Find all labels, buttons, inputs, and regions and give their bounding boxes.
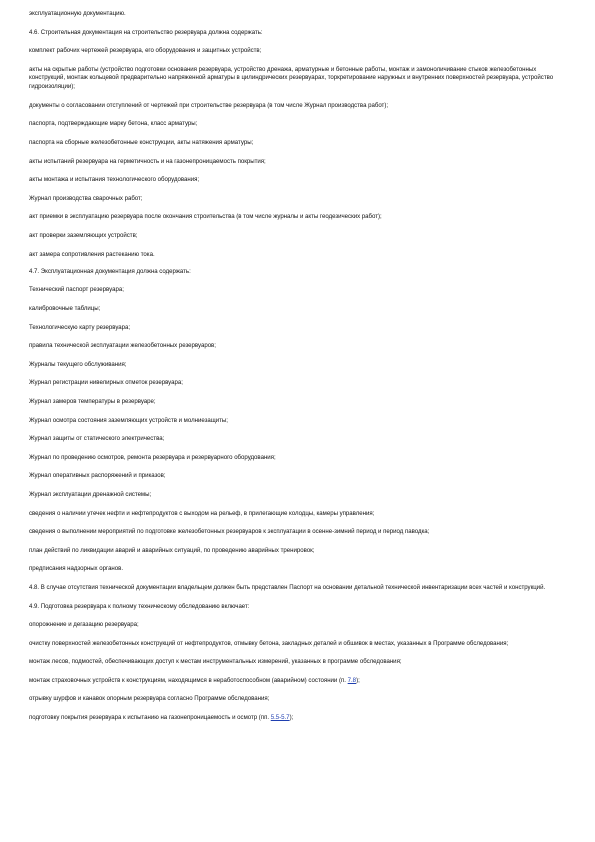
reference-link-7-8[interactable]: 7.8	[347, 676, 357, 684]
list-item-process-map: Технологическую карту резервуара;	[29, 323, 131, 331]
list-item-static-journal: Журнал защиты от статического электричества;	[29, 435, 165, 443]
list-item-seasonal-preparation: сведения о выполнении мероприятий по подготовке железобетонных резервуаров к эксплуатации в осенне-зимний период и период паводка;	[29, 528, 430, 536]
list-item-leak-records: сведения о наличии утечек нефти и нефтепродуктов с выходом на рельеф, в прилегающие колодцы, камеры управления;	[29, 509, 375, 517]
list-item-technical-passport: Технический паспорт резервуара;	[29, 286, 124, 294]
list-item-roof-preparation	[29, 714, 565, 723]
paragraph-section-4-9: 4.9. Подготовка резервуара к полному техническому обследованию включает:	[29, 602, 250, 610]
roof-preparation-text-end: );	[289, 714, 294, 722]
list-item-grounding-check-act: акт проверки заземляющих устройств;	[29, 231, 138, 239]
list-item-safety-devices	[29, 677, 565, 686]
list-item-resistance-act: акт замера сопротивления растеканию тока.	[29, 250, 155, 258]
document-body	[29, 10, 565, 733]
list-item-emergency-plan: план действий по ликвидации аварий и аварийных ситуаций, по проведению аварийных тренировок;	[29, 546, 315, 554]
list-item-scaffolding: монтаж лесов, подмостей, обеспечивающих доступ к местам инструментальных измерений, указанных в программе обследования;	[29, 658, 402, 666]
list-item-welding-journal: Журнал производства сварочных работ;	[29, 194, 143, 202]
list-item-operation-rules: правила технической эксплуатации железобетонных резервуаров;	[29, 342, 216, 350]
list-item-calibration-tables: калибровочные таблицы;	[29, 305, 101, 313]
list-item-orders-journal: Журнал оперативных распоряжений и приказов;	[29, 472, 166, 480]
list-item-tightness-test-acts: акты испытаний резервуара на герметичность и на газонепроницаемость покрытия;	[29, 157, 266, 165]
list-item-hidden-works-acts: акты на скрытые работы (устройство подготовки основания резервуара, устройство дренажа, арматурные и бетонные работы, монтаж и замоноличивание стыков железобетонных конструкций, монтаж кольцевой предварительно напряженной арматуры в цилиндрических резервуарах, торкретирование наружных и внутренних поверхностей резервуара, устройство гидроизоляции);	[29, 65, 554, 91]
roof-preparation-text: подготовку покрытия резервуара к испытанию на газонепроницаемость и осмотр (пп.	[29, 714, 271, 722]
safety-devices-text-end: );	[356, 676, 360, 684]
list-item-working-drawings: комплект рабочих чертежей резервуара, его оборудования и защитных устройств;	[29, 47, 262, 55]
list-item-inspection-repair-journal: Журнал по проведению осмотров, ремонта резервуара и резервуарного оборудования;	[29, 453, 276, 461]
list-item-acceptance-act: акт приемки в эксплуатацию резервуара после окончания строительства (в том числе журналы и акты геодезических работ);	[29, 213, 382, 221]
list-item-levelling-journal: Журнал регистрации нивелирных отметок резервуара;	[29, 379, 183, 387]
paragraph-doc-continuation: эксплуатационную документацию.	[29, 10, 126, 17]
list-item-equipment-test-acts: акты монтажа и испытания технологического оборудования;	[29, 176, 200, 184]
paragraph-section-4-6: 4.6. Строительная документация на строительство резервуара должна содержать:	[29, 28, 263, 36]
list-item-surface-cleaning: очистку поверхностей железобетонных конструкций от нефтепродуктов, отмывку бетона, закладных деталей и обшивок в местах, указанных в Программе обследования;	[29, 639, 509, 647]
list-item-regulator-orders: предписания надзорных органов.	[29, 565, 124, 573]
list-item-maintenance-journals: Журналы текущего обслуживания;	[29, 360, 127, 368]
reference-link-5-5-5-7[interactable]: 5.5-5.7	[270, 714, 290, 722]
list-item-deviation-documents: документы о согласовании отступлений от чертежей при строительстве резервуара (в том числе Журнал производства работ);	[29, 101, 389, 109]
list-item-temperature-journal: Журнал замеров температуры в резервуаре;	[29, 397, 156, 405]
paragraph-section-4-7: 4.7. Эксплуатационная документация должна содержать:	[29, 267, 191, 275]
list-item-drainage-journal: Журнал эксплуатации дренажной системы;	[29, 490, 152, 498]
list-item-concrete-passports: паспорта, подтверждающие марку бетона, класс арматуры;	[29, 120, 198, 128]
list-item-emptying-degassing: опорожнение и дегазацию резервуара;	[29, 621, 139, 629]
paragraph-section-4-8: 4.8. В случае отсутствия технической документации владельцем должен быть представлен Паспорт на основании детальной технической инвентаризации всех частей и конструкций.	[29, 583, 546, 591]
list-item-precast-passports: паспорта на сборные железобетонные конструкции, акты натяжения арматуры;	[29, 138, 254, 146]
list-item-grounding-journal: Журнал осмотра состояния заземляющих устройств и молниезащиты;	[29, 416, 228, 424]
list-item-trenches: отрывку шурфов и канавок опорным резервуара согласно Программе обследования;	[29, 695, 270, 703]
safety-devices-text: монтаж страховочных устройств к конструкциям, находящимся в неработоспособном (аварийном) состоянии (п.	[29, 676, 348, 684]
